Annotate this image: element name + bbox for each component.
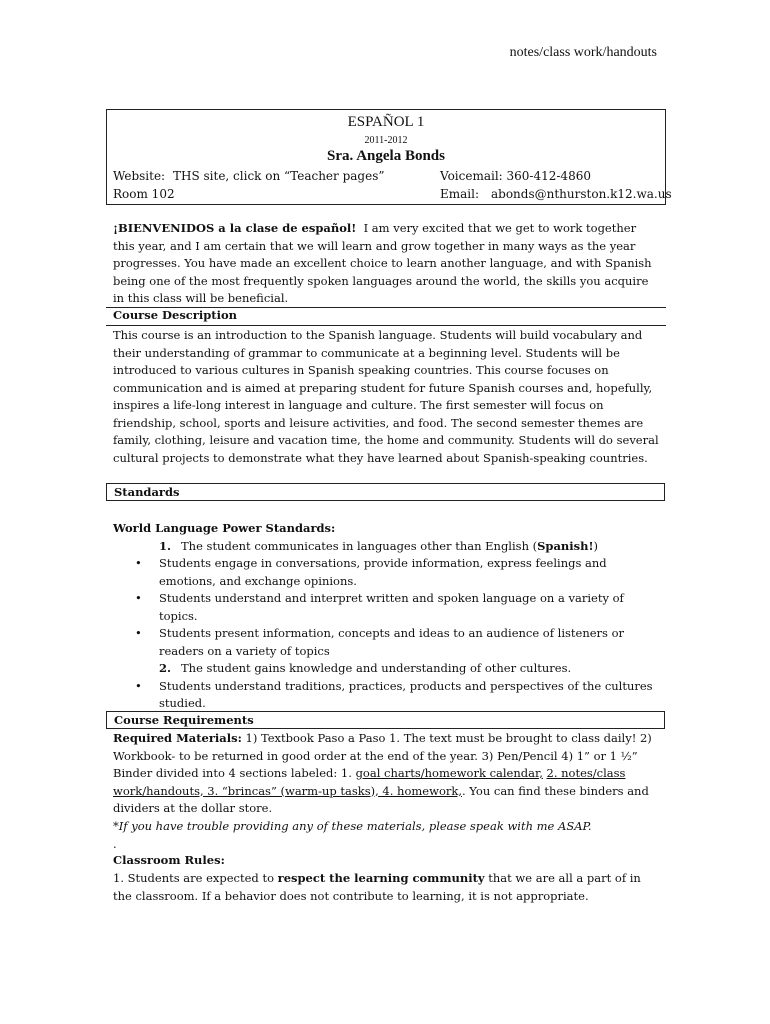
standard-bullet: • Students engage in conversations, provide information, express feelings and emotions, and exchange opinions. [113,555,661,590]
standard-item: 1. The student communicates in languages other than English (Spanish!) [113,538,661,556]
email-value: abonds@nthurston.k12.wa.us [491,187,672,201]
course-requirements-heading: Course Requirements [106,711,665,729]
course-description-heading: Course Description [113,308,237,322]
welcome-paragraph [113,220,661,308]
standard-bullet: • Students present information, concepts and ideas to an audience of listeners or readers on a variety of topics [113,625,661,660]
page-header-note: notes/class work/handouts [509,45,657,60]
welcome-body: I am very excited that we get to work together this year, and I am certain that we will learn and grow together in many ways as the year progresses. You have made an excellent choice to learn another language, and with Spanish being one of the most frequently spoken languages around the world, the skills you acquire in this class will be beneficial. [113,221,652,305]
course-title: ESPAÑOL 1 [347,114,425,130]
stray-dot: . [113,837,117,851]
required-materials: Required Materials: 1) Textbook Paso a Paso 1. The text must be brought to class daily! 2) Workbook- to be returned in good order at the end of the year. 3) Pen/Pencil 4) 1” or 1 ½” Binder divided into 4 sections labeled: 1. goal charts/homework calendar, 2. notes/class work/handouts, 3. “brincas” (warm-up tasks), 4. homework,. You can find these binders and dividers at the dollar store. [113,731,652,815]
voicemail: Voicemail: 360-412-4860 [440,169,591,183]
course-description-body: This course is an introduction to the Spanish language. Students will build vocabulary and their understanding of grammar to communicate at a beginning level. Students will be introduced to various cultures in Spanish speaking countries. This course focuses on communication and is aimed at preparing student for future Spanish courses and, hopefully, inspires a life-long interest in language and culture. The first semester will focus on friendship, school, sports and leisure activities, and food. The second semester themes are family, clothing, leisure and vacation time, the home and community. Students will do several cultural projects to demonstrate what they have learned about Spanish-speaking countries. [113,328,659,465]
course-header-box [106,109,672,205]
email-label: Email: [440,187,480,201]
school-year: 2011-2012 [364,135,408,146]
room-number: Room 102 [113,187,175,201]
classroom-rules-label: Classroom Rules: [113,853,225,867]
standards-subheading: World Language Power Standards: [113,521,336,535]
standards-list [113,520,661,713]
standard-item: 2. The student gains knowledge and understanding of other cultures. [113,660,661,678]
materials-note: *If you have trouble providing any of these materials, please speak with me ASAP. [113,819,592,833]
teacher-name: Sra. Angela Bonds [327,148,445,164]
standard-bullet: • Students understand and interpret written and spoken language on a variety of topics. [113,590,661,625]
header-bottom-border [106,204,666,205]
website-value: THS site, click on “Teacher pages” [173,169,385,183]
standards-heading: Standards [106,483,665,501]
website-label: Website: [113,169,166,183]
required-materials-label: Required Materials: [113,731,242,745]
course-description-bottom-border [106,325,666,326]
standard-bullet: • Students understand traditions, practices, products and perspectives of the cultures studied. [113,678,661,713]
welcome-lead: ¡BIENVENIDOS a la clase de español! [113,221,357,235]
classroom-rule-1: 1. Students are expected to respect the learning community that we are all a part of in the classroom. If a behavior does not contribute to learning, it is not appropriate. [113,871,641,903]
